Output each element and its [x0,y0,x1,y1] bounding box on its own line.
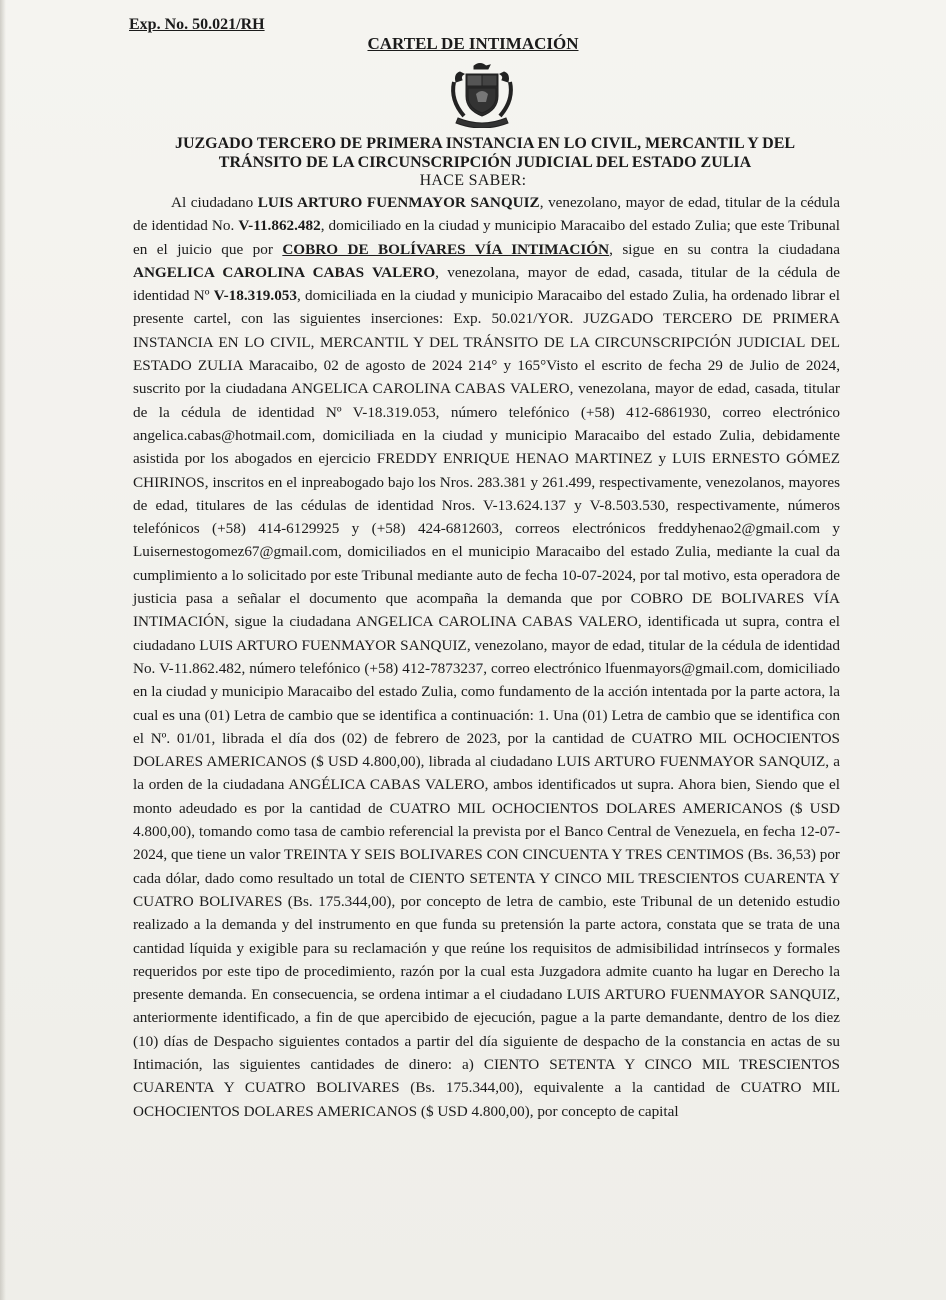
body-text-6: , domiciliada en la ciudad y municipio Maracaibo del estado Zulia, ha ordenado librar el presente cartel, con las siguientes inserciones: Exp. 50.021/YOR. JUZGADO TERCERO DE PRIMERA INSTANCIA EN LO CIVIL, MERCANTIL Y DEL TRÁNSITO DE LA CIRCUNSCRIPCIÓN JUDICIAL DEL ESTADO ZULIA Maracaibo, 02 de agosto de 2024 214° y 165°Visto el escrito de fecha 29 de Julio de 2024, suscrito por la ciudadana ANGELICA CAROLINA CABAS VALERO, venezolana, mayor de edad, casada, titular de la cédula de identidad Nº V-18.319.053, número telefónico (+58) 412-6861930, correo electrónico angelica.cabas@hotmail.com, domiciliada en la ciudad y municipio Maracaibo del estado Zulia, debidamente asistida por los abogados en ejercicio FREDDY ENRIQUE HENAO MARTINEZ y LUIS ERNESTO GÓMEZ CHIRINOS, inscritos en el inpreabogado bajo los Nros. 283.381 y 261.499, respectivamente, venezolanos, mayores de edad, titulares de las cédulas de identidad Nros. V-13.624.137 y V-8.503.530, respectivamente, números telefónicos (+58) 414-6129925 y (+58) 424-6812603, correos electrónicos freddyhenao2@gmail.com y Luisernestogomez67@gmail.com, domiciliados en el municipio Maracaibo del estado Zulia, mediante la cual da cumplimiento a lo solicitado por este Tribunal mediante auto de fecha 10-07-2024, por tal motivo, esta operadora de justicia pasa a señalar el documento que acompaña la demanda que por COBRO DE BOLIVARES VÍA INTIMACIÓN, sigue la ciudadana ANGELICA CAROLINA CABAS VALERO, identificada ut supra, contra el ciudadano LUIS ARTURO FUENMAYOR SANQUIZ, venezolano, mayor de edad, titular de la cédula de identidad No. V-11.862.482, número telefónico (+58) 412-7873237, correo electrónico lfuenmayors@gmail.com, domiciliado en la ciudad y municipio Maracaibo del estado Zulia, como fundamento de la acción intentada por la parte actora, la cual es una (01) Letra de cambio que se identifica a continuación: 1. Una (01) Letra de cambio que se identifica con el Nº. 01/01, librada el día dos (02) de febrero de 2023, por la cantidad de CUATRO MIL OCHOCIENTOS DOLARES AMERICANOS ($ USD 4.800,00), librada al ciudadano LUIS ARTURO FUENMAYOR SANQUIZ, a la orden de la ciudadana ANGÉLICA CABAS VALERO, ambos identificados ut supra. Ahora bien, Siendo que el monto adeudado es por la cantidad de CUATRO MIL OCHOCIENTOS DOLARES AMERICANOS ($ USD 4.800,00), tomando como tasa de cambio referencial la prevista por el Banco Central de Venezuela, en fecha 12-07-2024, que tiene un valor TREINTA Y SEIS BOLIVARES CON CINCUENTA Y TRES CENTIMOS (Bs. 36,53) por cada dólar, dado como resultado un total de CIENTO SETENTA Y CINCO MIL TRESCIENTOS CUARENTA Y CUATRO BOLIVARES (Bs. 175.344,00), por concepto de letra de cambio, este Tribunal de un detenido estudio realizado a la demanda y del instrumento en que funda su pretensión la parte actora, constata que se trata de una cantidad líquida y exigible para su reclamación y que reúne los requisitos de admisibilidad intrínsecos y formales requeridos por este tipo de procedimiento, razón por la cual esta Juzgadora admite cuanto ha lugar en Derecho la presente demanda. En consecuencia, se ordena intimar a el ciudadano LUIS ARTURO FUENMAYOR SANQUIZ, anteriormente identificado, a fin de que apercibido de ejecución, pague a la parte demandante, dentro de los diez (10) días de Despacho siguientes contados a partir del día siguiente de despacho de la constancia en actas de su Intimación, las siguientes cantidades de dinero: a) CIENTO SETENTA Y CINCO MIL TRESCIENTOS CUARENTA Y CUATRO BOLIVARES (Bs. 175.344,00), equivalente a la cantidad de CUATRO MIL OCHOCIENTOS DOLARES AMERICANOS ($ USD 4.800,00), por concepto de capital [133,287,840,1120]
plaintiff-name: ANGELICA CAROLINA CABAS VALERO [133,263,436,281]
body-text-1: Al ciudadano [171,194,258,211]
expediente-number: Exp. No. 50.021/RH [129,16,265,33]
document-title: CARTEL DE INTIMACIÓN [367,34,579,53]
hace-saber: HACE SABER: [419,172,527,189]
body-text-3: , domiciliado en la ciudad y municipio Maracaibo del estado Zulia; que este Tribunal en el juicio que por [133,217,841,258]
body-text-5: , venezolana, mayor de edad, casada, titular de la cédula de identidad Nº [133,263,840,305]
case-type: COBRO DE BOLÍVARES VÍA INTIMACIÓN [282,240,610,258]
defendant-id: V-11.862.482 [238,217,321,235]
body-text-2: , venezolano, mayor de edad, titular de la cédula de identidad No. [133,194,840,235]
scan-edge [0,0,6,1300]
body-text [133,191,840,1123]
coat-of-arms-icon [440,60,524,128]
court-line-1: JUZGADO TERCERO DE PRIMERA INSTANCIA EN LO CIVIL, MERCANTIL Y DEL [174,135,796,152]
court-line-2: TRÁNSITO DE LA CIRCUNSCRIPCIÓN JUDICIAL DEL ESTADO ZULIA [218,154,752,171]
body-text-4: , sigue en su contra la ciudadana [609,240,840,258]
plaintiff-id: V-18.319.053 [213,287,297,305]
court-heading [130,134,840,172]
defendant-name: LUIS ARTURO FUENMAYOR SANQUIZ [257,194,540,211]
